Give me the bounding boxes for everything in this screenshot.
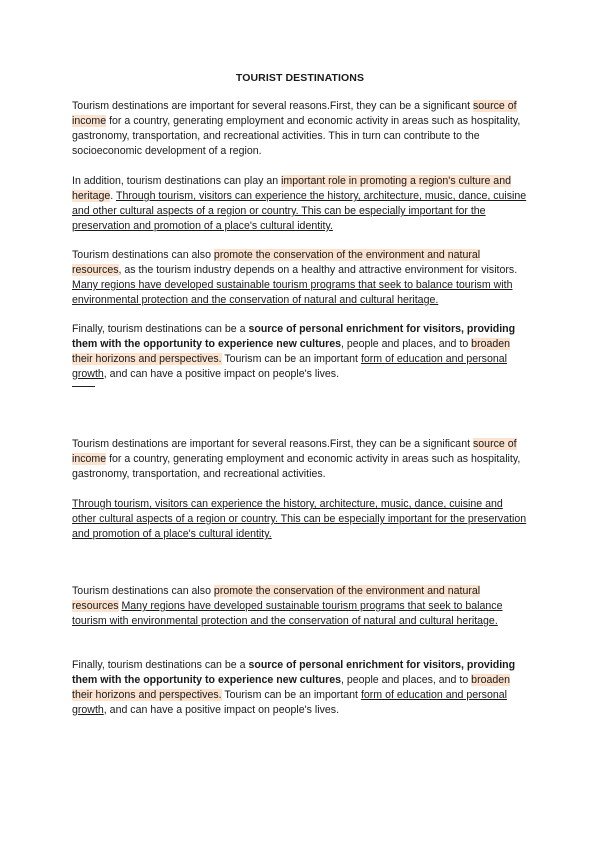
paragraph-3	[72, 248, 529, 308]
underlined-text: form of education and personal growth	[72, 353, 507, 380]
text: , as the tourism industry depends on a healthy and attractive environment for visitors.	[118, 264, 518, 276]
underlined-text: form of education and personal growth	[72, 689, 507, 716]
text: Tourism destinations can also	[72, 585, 214, 597]
text: .	[110, 190, 116, 202]
text: Tourism can be an important	[221, 353, 361, 365]
text: for a country, generating employment and economic activity in areas such as hospitality, gastronomy, transportation, and recreational activities. This in turn can contribute to the socioeconomic development of a region.	[72, 115, 521, 157]
text: for a country, generating employment and economic activity in areas such as hospitality, gastronomy, transportation, and recreational activities.	[72, 453, 521, 480]
underlined-text: Through tourism, visitors can experience the history, architecture, music, dance, cuisine and other cultural aspects of a region or country. This can be especially important for the preservation and promotion of a place's cultural identity.	[72, 498, 527, 540]
text: In addition, tourism destinations can play an	[72, 175, 282, 187]
paragraph-1	[72, 99, 529, 159]
underlined-text: Many regions have developed sustainable tourism programs that seek to balance tourism with environmental protection and the conservation of natural and cultural heritage.	[72, 600, 503, 627]
bold-text: source of personal enrichment for visitors, providing them with the opportunity to experience new cultures	[72, 659, 516, 686]
text: Tourism destinations can also	[72, 249, 214, 261]
paragraph-2	[72, 174, 529, 234]
highlight: source of income	[72, 438, 517, 465]
text: Tourism destinations are important for several reasons.First, they can be a significant	[72, 438, 473, 450]
text: , and can have a positive impact on people's lives.	[103, 368, 340, 380]
text: Finally, tourism destinations can be a	[72, 323, 249, 335]
text: Tourism can be an important	[221, 689, 361, 701]
paragraph-8	[72, 658, 529, 718]
highlight: promote the conservation of the environment and natural resources	[72, 585, 481, 612]
page-title: TOURIST DESTINATIONS	[235, 72, 365, 84]
paragraph-4	[72, 322, 529, 382]
highlight: broaden their horizons and perspectives.	[72, 674, 511, 701]
highlight: source of income	[72, 100, 517, 127]
text: , people and places, and to	[341, 338, 472, 350]
divider	[72, 386, 95, 387]
underlined-text: Through tourism, visitors can experience the history, architecture, music, dance, cuisine and other cultural aspects of a region or country. This can be especially important for the preservation and promotion of a place's cultural identity.	[72, 190, 527, 232]
paragraph-7	[72, 584, 529, 629]
text: , people and places, and to	[341, 674, 472, 686]
underlined-text: Many regions have developed sustainable tourism programs that seek to balance tourism with environmental protection and the conservation of natural and cultural heritage.	[72, 279, 513, 306]
text: Finally, tourism destinations can be a	[72, 659, 249, 671]
highlight: promote the conservation of the environment and natural resources	[72, 249, 481, 276]
text: Tourism destinations are important for several reasons.First, they can be a significant	[72, 100, 473, 112]
highlight: important role in promoting a region's culture and heritage	[72, 175, 511, 202]
paragraph-5	[72, 437, 529, 482]
highlight: broaden their horizons and perspectives.	[72, 338, 511, 365]
bold-text: source of personal enrichment for visitors, providing them with the opportunity to experience new cultures	[72, 323, 516, 350]
text: , and can have a positive impact on people's lives.	[103, 704, 340, 716]
paragraph-6	[72, 497, 529, 542]
